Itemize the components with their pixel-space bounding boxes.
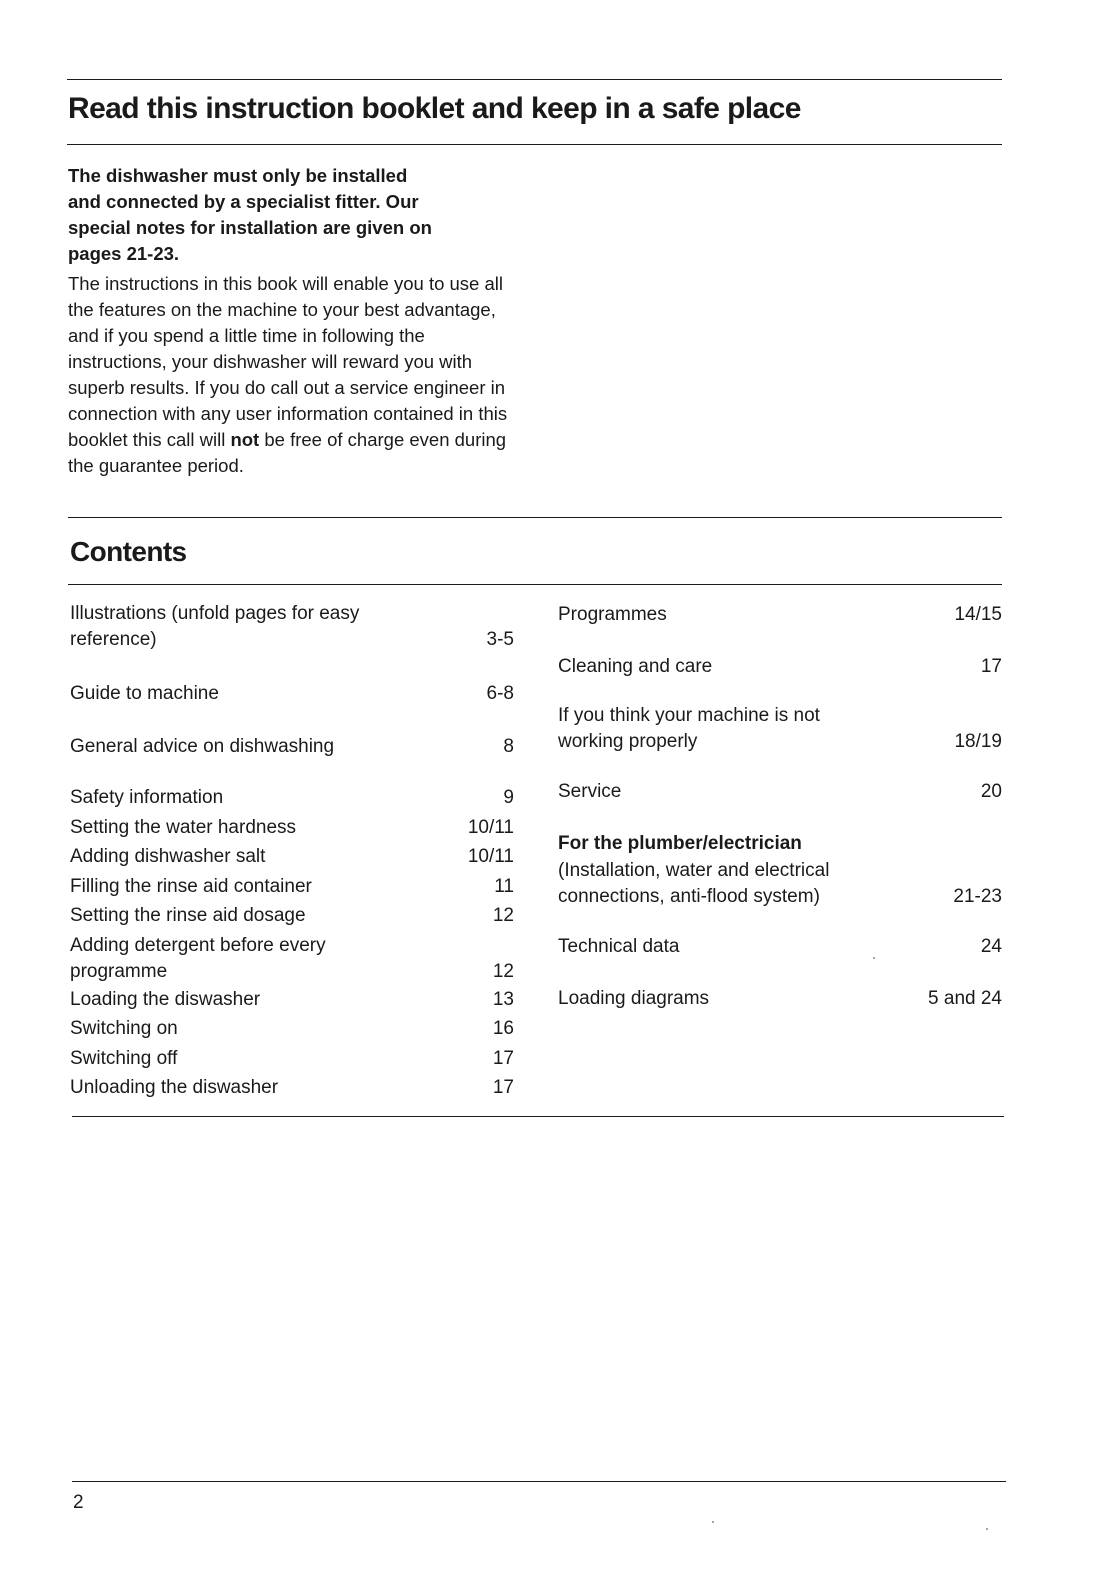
- installation-notice: [68, 163, 538, 267]
- toc-entry-page: 17: [492, 1047, 514, 1069]
- toc-entry-label: Service: [558, 781, 622, 802]
- toc-entry-page: 3-5: [486, 629, 514, 650]
- notice-line: and connected by a specialist fitter. Our: [68, 191, 419, 212]
- toc-entry: [70, 1044, 514, 1074]
- toc-entry-label: Setting the water hardness: [70, 816, 297, 838]
- toc-entry-page: 5 and 24: [928, 987, 1002, 1009]
- toc-entry-page: 14/15: [954, 604, 1002, 625]
- toc-entry: [70, 1014, 514, 1044]
- toc-entry: [70, 901, 514, 931]
- toc-entry: [558, 600, 1002, 630]
- toc-entry-label: Safety information: [70, 787, 224, 808]
- toc-entry-page: 12: [492, 905, 514, 926]
- toc-entry-page: 8: [503, 735, 514, 757]
- toc-entry-page: 9: [503, 787, 514, 808]
- toc-entry: [70, 985, 514, 1015]
- toc-entry: [70, 732, 514, 762]
- toc-entry-label: Adding detergent before every: [70, 934, 326, 956]
- toc-entry: [70, 601, 514, 653]
- toc-entry: [558, 858, 1002, 910]
- contents-underline: [68, 584, 1002, 585]
- toc-entry-label: Adding dishwasher salt: [70, 846, 266, 867]
- toc-entry-page: 6-8: [486, 683, 514, 704]
- toc-entry-page: 20: [980, 781, 1002, 802]
- toc-entry-page: 17: [980, 655, 1002, 677]
- scan-speck: [873, 957, 875, 959]
- toc-entry: [70, 872, 514, 902]
- toc-entry-label: Guide to machine: [70, 683, 219, 704]
- notice-line: pages 21-23.: [68, 243, 180, 264]
- toc-entry: [558, 703, 1002, 755]
- toc-entry-page: 12: [492, 960, 514, 982]
- toc-entry-page: 18/19: [954, 731, 1002, 752]
- contents-top-rule: [68, 517, 1002, 518]
- toc-entry-page: 11: [494, 875, 514, 897]
- toc-section-heading: [558, 829, 1002, 859]
- toc-entry-page: 10/11: [467, 846, 514, 867]
- toc-entry-label: programme: [70, 960, 168, 982]
- toc-entry: [558, 984, 1002, 1014]
- toc-heading-label: For the plumber/electrician: [558, 832, 802, 854]
- toc-entry: [70, 813, 514, 843]
- toc-entry: [70, 842, 514, 872]
- toc-entry-label: Switching on: [70, 1018, 178, 1039]
- toc-entry: [558, 932, 1002, 962]
- toc-entry-page: 13: [492, 988, 514, 1010]
- toc-entry-label: working properly: [558, 731, 698, 752]
- page-title: Read this instruction booklet and keep in a safe place: [68, 92, 801, 125]
- toc-entry: [70, 933, 514, 985]
- page-number: 2: [73, 1492, 84, 1513]
- toc-entry-label: connections, anti-flood system): [558, 886, 820, 907]
- scan-speck: [986, 1528, 988, 1530]
- contents-bottom-rule: [72, 1116, 1004, 1117]
- toc-entry-label: Switching off: [70, 1047, 178, 1069]
- toc-entry: [70, 1073, 514, 1103]
- toc-entry: [70, 783, 514, 813]
- toc-entry-label: Unloading the diswasher: [70, 1077, 279, 1098]
- toc-entry-label: If you think your machine is not: [558, 705, 820, 726]
- toc-entry-page: 21-23: [953, 886, 1002, 907]
- notice-line: The dishwasher must only be installed: [68, 165, 408, 186]
- intro-section: [68, 163, 538, 479]
- toc-entry-label: Loading the diswasher: [70, 988, 261, 1010]
- scan-speck: [712, 1521, 714, 1523]
- toc-entry-label: Programmes: [558, 604, 667, 625]
- toc-entry-label: Setting the rinse aid dosage: [70, 905, 306, 926]
- toc-entry-label: reference): [70, 629, 157, 650]
- intro-text-1: The instructions in this book will enable you to use all the features on the machine to your best advantage, and if you spend a little time in following the instructions, your dishwasher will reward you with superb results. If you do call out a service engineer in connection with any user information contained in this booklet this call will: [68, 273, 508, 450]
- toc-entry: [558, 777, 1002, 807]
- toc-right-column: [558, 600, 1002, 1013]
- toc-entry-page: 17: [492, 1077, 514, 1098]
- toc-entry-label: Illustrations (unfold pages for easy: [70, 603, 360, 624]
- toc-left-column: [70, 601, 514, 1103]
- toc-entry-label: General advice on dishwashing: [70, 735, 335, 757]
- toc-entry-label: Loading diagrams: [558, 987, 710, 1009]
- toc-entry-label: Technical data: [558, 936, 680, 957]
- intro-emphasis: not: [230, 429, 260, 450]
- toc-entry-page: 16: [492, 1018, 514, 1039]
- contents-heading: Contents: [70, 536, 187, 567]
- toc-entry: [558, 652, 1002, 682]
- title-underline: [67, 144, 1002, 145]
- toc-entry: [70, 679, 514, 709]
- toc-entry-label: Filling the rinse aid container: [70, 875, 312, 897]
- toc-entry-page: 24: [980, 936, 1002, 957]
- footer-rule: [72, 1481, 1006, 1482]
- toc-entry-label: (Installation, water and electrical: [558, 860, 830, 881]
- notice-line: special notes for installation are given on: [68, 217, 432, 238]
- toc-entry-page: 10/11: [467, 816, 514, 838]
- intro-paragraph: [68, 271, 516, 479]
- toc-entry-label: Cleaning and care: [558, 655, 713, 677]
- intro-text-2: be free of charge even during the guarantee period.: [68, 429, 507, 476]
- top-rule: [67, 79, 1002, 80]
